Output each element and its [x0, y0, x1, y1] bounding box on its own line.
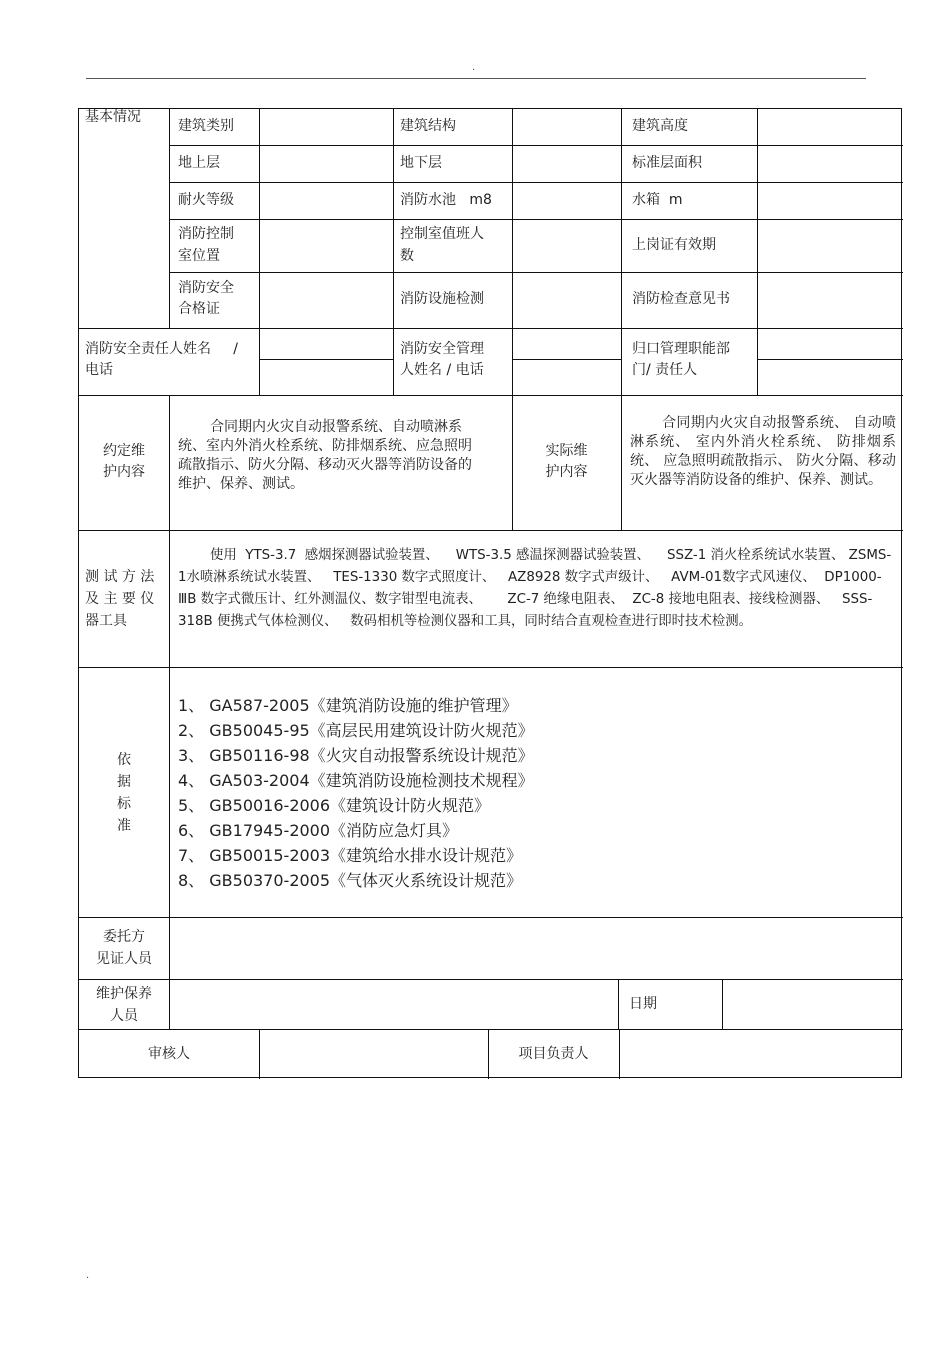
- responsible-person-label-line2: 电话: [85, 362, 113, 378]
- footer-dot: .: [86, 1270, 90, 1281]
- building-type-label: 建筑类别: [178, 118, 234, 134]
- header-rule: [86, 78, 866, 79]
- col-line: [169, 530, 170, 979]
- project-lead-label: 项目负责人: [518, 1046, 589, 1062]
- building-structure-label: 建筑结构: [400, 118, 456, 134]
- col-line: [722, 979, 723, 1029]
- test-methods-label-line2: 及 主 要 仪: [85, 591, 155, 607]
- control-room-label-line2: 室位置: [178, 248, 220, 264]
- test-methods-label-line1: 测 试 方 法: [85, 569, 155, 585]
- standard-item: 8、 GB50370-2005《气体灭火系统设计规范》: [178, 871, 523, 890]
- date-label: 日期: [629, 996, 657, 1012]
- standard-floor-area-label: 标准层面积: [632, 155, 702, 171]
- col-line: [169, 109, 170, 328]
- actual-maintenance-label-line2: 护内容: [545, 464, 588, 480]
- responsible-dept-label-line1: 归口管理职能部: [632, 341, 730, 357]
- standard-item: 5、 GB50016-2006《建筑设计防火规范》: [178, 796, 491, 815]
- actual-maintenance-text: 合同期内火灾自动报警系统、 自动喷淋系统、 室内外消火栓系统、 防排烟系统、 应急照明疏散指示、 防火分隔、移动灭火器等消防设备的维护、保养、测试。: [630, 415, 896, 488]
- row-line: [79, 530, 903, 531]
- inspection-opinion-label: 消防检查意见书: [632, 291, 730, 307]
- agreed-maintenance-label-line1: 约定维: [103, 443, 145, 459]
- below-ground-label: 地下层: [400, 155, 442, 171]
- fire-pool-label: 消防水池 m8: [400, 192, 492, 208]
- safety-cert-label-line1: 消防安全: [178, 280, 234, 296]
- row-line: [79, 328, 903, 329]
- standards-label-char3: 标: [117, 796, 131, 812]
- agreed-maintenance-label-line2: 护内容: [103, 464, 145, 480]
- safety-manager-label-line1: 消防安全管理: [400, 341, 484, 357]
- cert-validity-label: 上岗证有效期: [632, 237, 716, 253]
- building-height-label: 建筑高度: [632, 118, 688, 134]
- witness-label-line2: 见证人员: [96, 951, 152, 967]
- standard-item: 4、 GA503-2004《建筑消防设施检测技术规程》: [178, 771, 534, 790]
- standard-item: 6、 GB17945-2000《消防应急灯具》: [178, 821, 459, 840]
- safety-cert-label-line2: 合格证: [178, 301, 220, 317]
- witness-label-line1: 委托方: [103, 929, 145, 945]
- water-tank-label: 水箱 m: [632, 192, 683, 208]
- row-line: [169, 182, 903, 183]
- row-line: [512, 359, 621, 360]
- staff-label-line2: 人员: [110, 1008, 138, 1024]
- col-line: [169, 979, 170, 1029]
- test-methods-text: 使用 YTS-3.7 感烟探测器试验装置、 WTS-3.5 感温探测器试验装置、 SSZ-1 消火栓系统试水装置、 ZSMS-1水喷淋系统试水装置、 TES-1330 数字式照度计、 AZ8928 数字式声级计、 AVM-01数字式风速仪、 DP1000-ⅢB 数字式微压计、红外测温仪、数字钳型电流表、 ZC-7 绝缘电阻表、 ZC-8 接地电阻表、接线检测器、 SSS-318B 便携式气体检测仪、 数码相机等检测仪器和工具，同时结合直观检查进行即时技术检测。: [178, 548, 892, 629]
- row-line: [169, 219, 903, 220]
- row-line: [169, 272, 903, 273]
- standard-item: 3、 GB50116-98《火灾自动报警系统设计规范》: [178, 746, 534, 765]
- col-line: [618, 979, 619, 1029]
- row-line: [259, 359, 393, 360]
- safety-manager-label-line2: 人姓名 / 电话: [400, 362, 484, 378]
- col-line: [512, 109, 513, 395]
- col-line: [619, 1029, 620, 1079]
- maintenance-record-table: [78, 108, 902, 1078]
- agreed-maintenance-text: 合同期内火灾自动报警系统、自动喷淋系统、室内外消火栓系统、防排烟系统、应急照明疏散指示、防火分隔、移动灭火器等消防设备的维护、保养、测试。: [178, 419, 472, 492]
- row-line: [79, 395, 903, 396]
- col-line: [757, 109, 758, 395]
- col-line: [169, 395, 170, 530]
- col-line: [259, 109, 260, 395]
- responsible-person-label-line1: 消防安全责任人姓名 /: [85, 341, 238, 357]
- standards-label-char1: 依: [117, 752, 131, 768]
- col-line: [393, 109, 394, 395]
- facility-inspection-label: 消防设施检测: [400, 291, 484, 307]
- row-line: [79, 917, 903, 918]
- col-line: [259, 1029, 260, 1079]
- standards-label-char2: 据: [117, 774, 131, 790]
- actual-maintenance-label-line1: 实际维: [545, 443, 588, 459]
- standard-item: 1、 GA587-2005《建筑消防设施的维护管理》: [178, 696, 518, 715]
- row-line: [169, 145, 903, 146]
- row-line: [79, 979, 903, 980]
- duty-staff-label-line2: 数: [400, 248, 414, 264]
- row-line: [79, 667, 903, 668]
- row-line: [757, 359, 903, 360]
- standard-item: 7、 GB50015-2003《建筑给水排水设计规范》: [178, 846, 523, 865]
- reviewer-label: 审核人: [148, 1046, 190, 1062]
- col-line: [621, 109, 622, 395]
- test-methods-label-line3: 器工具: [85, 613, 127, 629]
- section-basic-label: 基本情况: [85, 109, 141, 125]
- staff-label-line1: 维护保养: [96, 986, 152, 1002]
- col-line: [621, 395, 622, 530]
- row-line: [79, 1029, 903, 1030]
- header-dot: .: [472, 62, 476, 73]
- responsible-dept-label-line2: 门/ 责任人: [632, 362, 698, 378]
- above-ground-label: 地上层: [178, 155, 220, 171]
- control-room-label-line1: 消防控制: [178, 226, 234, 242]
- duty-staff-label-line1: 控制室值班人: [400, 226, 484, 242]
- fire-rating-label: 耐火等级: [178, 192, 234, 208]
- standard-item: 2、 GB50045-95《高层民用建筑设计防火规范》: [178, 721, 534, 740]
- standards-label-char4: 准: [117, 818, 131, 834]
